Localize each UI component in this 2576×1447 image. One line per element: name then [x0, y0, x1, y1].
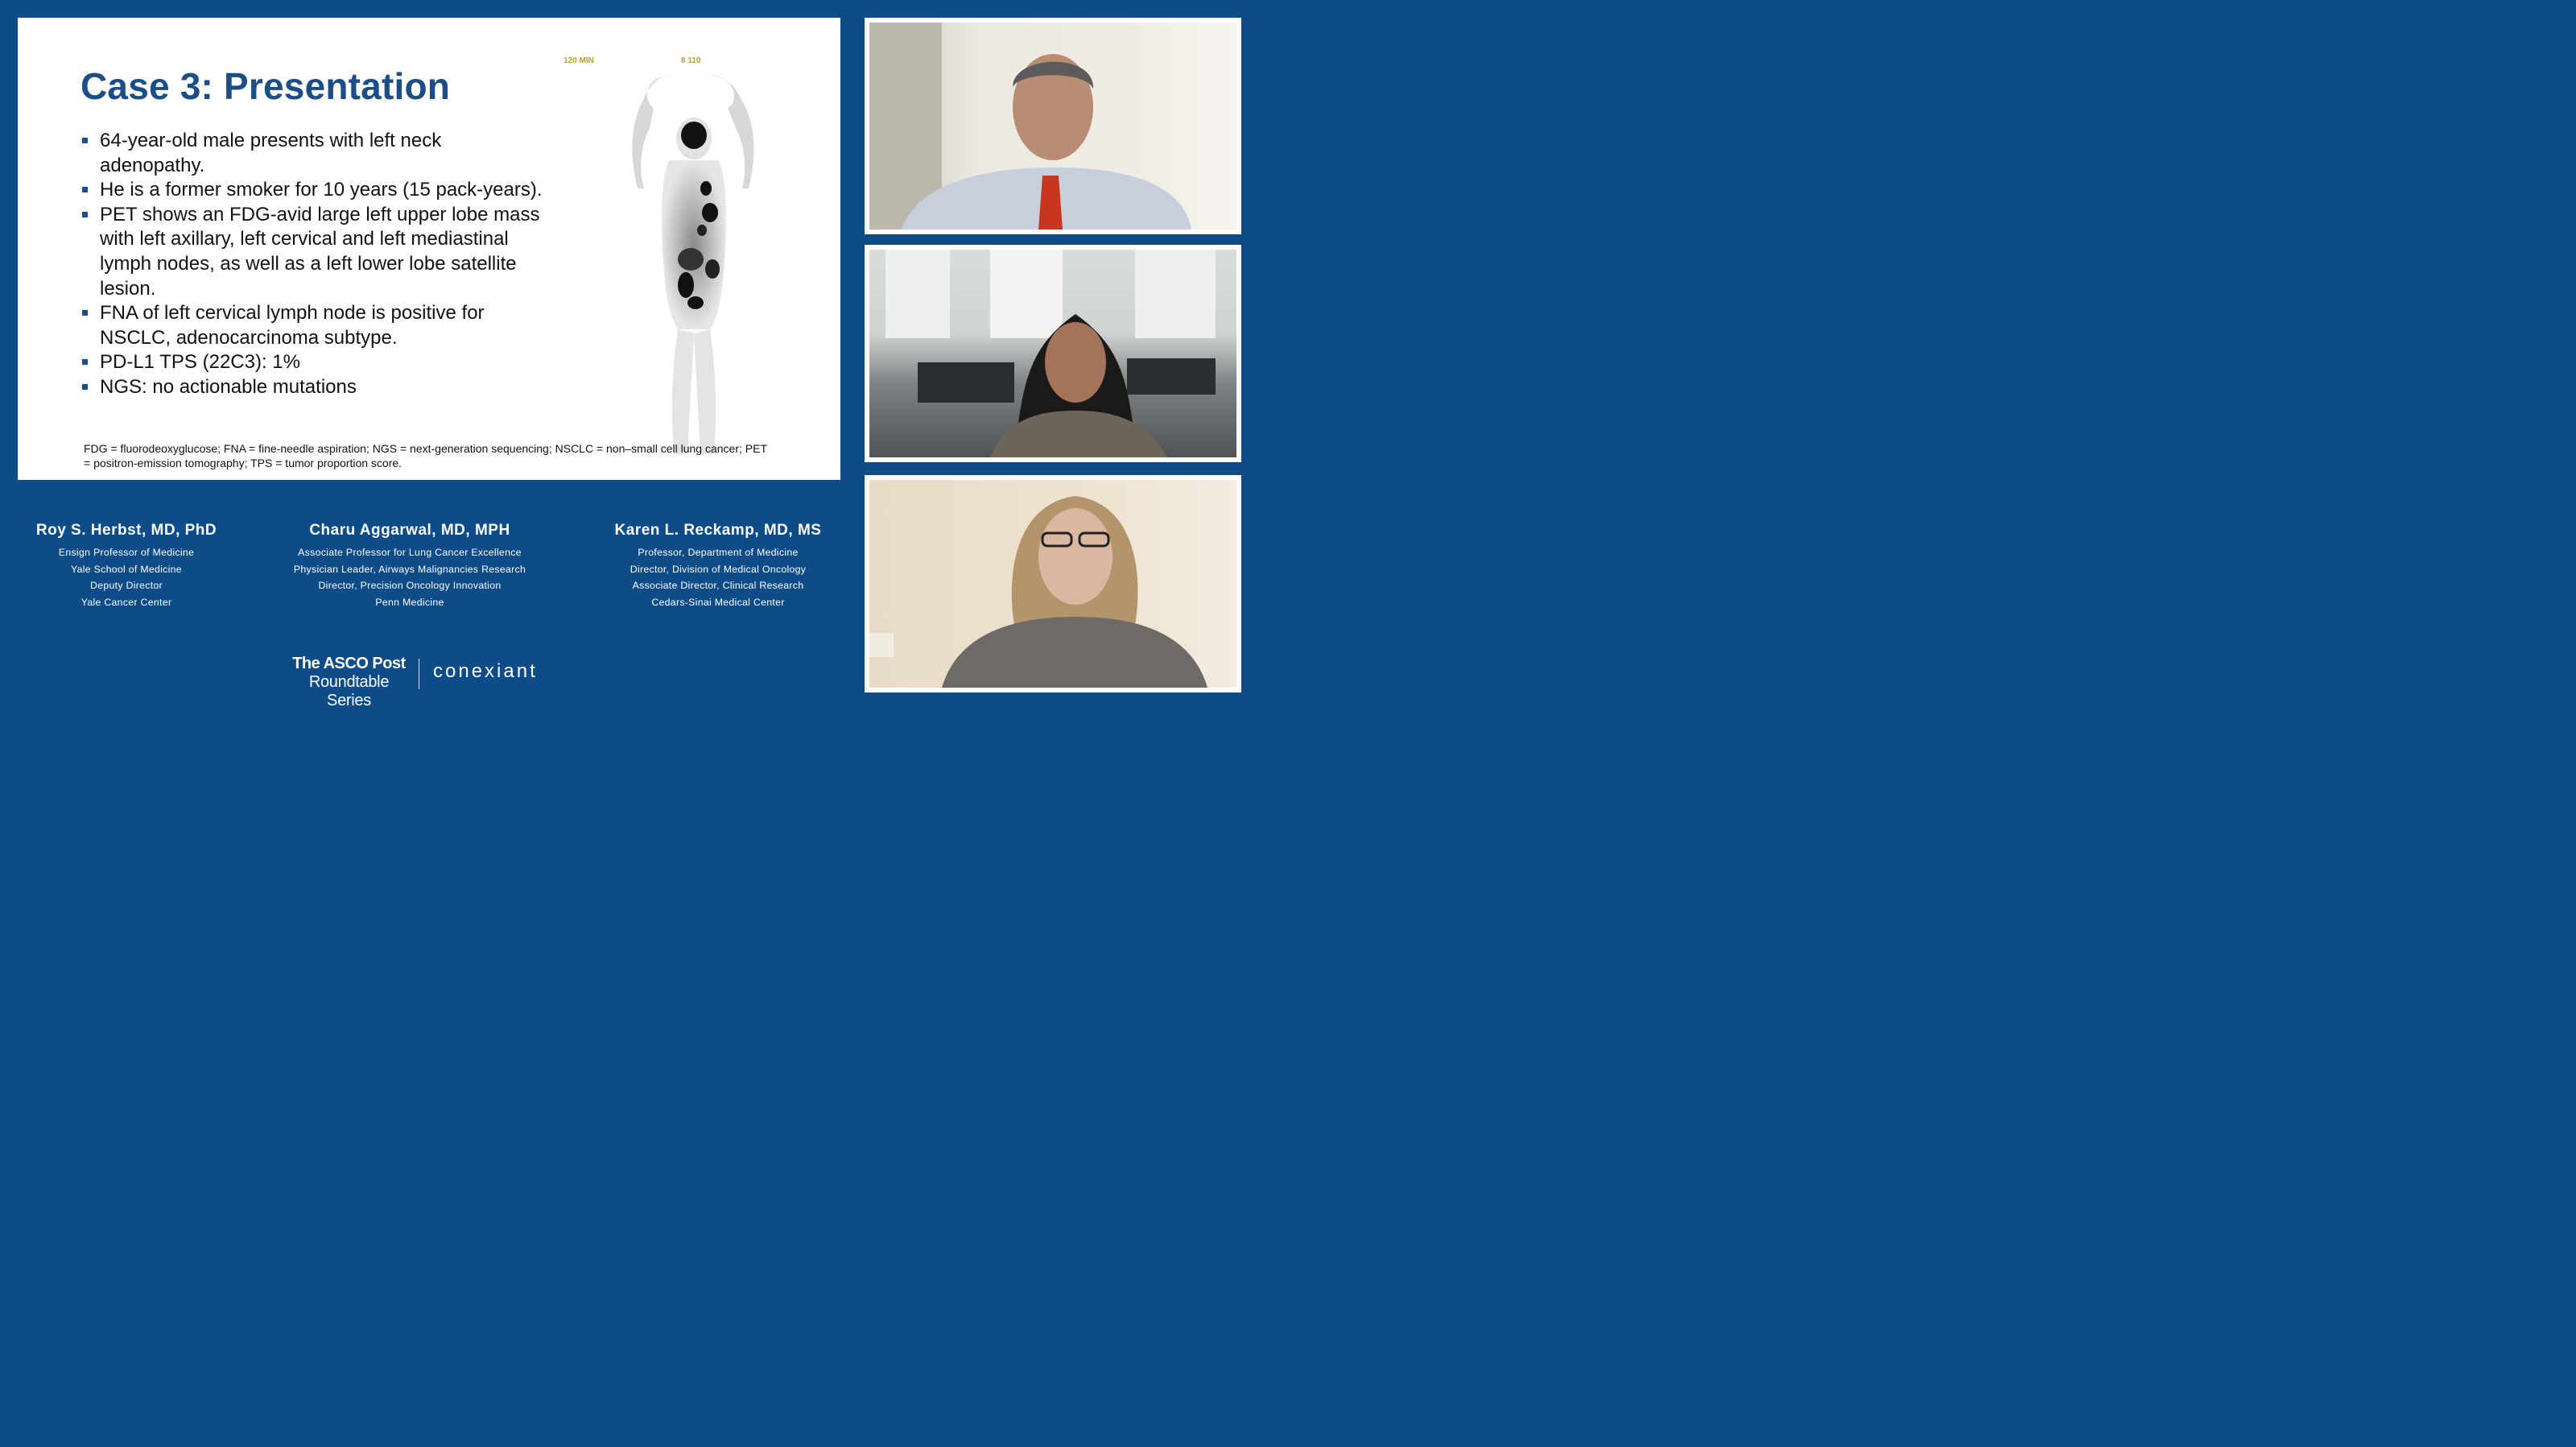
participant-silhouette	[869, 250, 1236, 457]
speaker-name: Charu Aggarwal, MD, MPH	[309, 522, 510, 539]
speaker-title-line: Professor, Department of Medicine	[638, 547, 799, 558]
bullet-list	[80, 129, 547, 400]
bullet-item: NGS: no actionable mutations	[80, 375, 547, 400]
conexiant-logo: conexiant	[433, 660, 538, 682]
speaker-caption-reckamp	[592, 522, 844, 610]
speaker-title-line: Cedars-Sinai Medical Center	[651, 596, 785, 608]
speaker-name: Karen L. Reckamp, MD, MS	[614, 522, 822, 539]
video-tile-aggarwal[interactable]	[865, 245, 1241, 462]
participant-silhouette	[869, 480, 1236, 688]
speaker-title-line: Associate Director, Clinical Research	[632, 580, 804, 591]
video-feed	[869, 23, 1236, 229]
speaker-title-line: Penn Medicine	[375, 596, 444, 608]
video-feed	[869, 250, 1236, 457]
speaker-title-line: Yale School of Medicine	[71, 563, 182, 575]
speaker-title-line: Associate Professor for Lung Cancer Excellence	[298, 547, 522, 558]
roundtable-series-label: Roundtable Series	[308, 673, 390, 709]
speaker-name: Roy S. Herbst, MD, PhD	[35, 522, 217, 539]
bullet-item: He is a former smoker for 10 years (15 pack-years).	[80, 178, 547, 203]
video-feed	[869, 480, 1236, 688]
asco-post-logo: The ASCO Post	[292, 655, 406, 672]
presentation-slide	[18, 18, 840, 480]
video-tile-reckamp[interactable]	[865, 475, 1241, 692]
pet-label-frame: 8 110	[681, 56, 701, 65]
speaker-title-line: Director, Precision Oncology Innovation	[318, 580, 502, 591]
speaker-title-line: Director, Division of Medical Oncology	[630, 563, 807, 575]
bullet-item: PET shows an FDG-avid large left upper lobe mass with left axillary, left cervical and left mediastinal lymph nodes, as well as a left lower lobe satellite lesion.	[80, 203, 547, 301]
bullet-item: 64-year-old male presents with left neck adenopathy.	[80, 129, 547, 178]
video-tile-herbst[interactable]	[865, 18, 1241, 234]
speaker-caption-herbst	[8, 522, 245, 610]
pet-label-time: 120 MIN	[564, 56, 594, 65]
slide-footnote: FDG = fluorodeoxyglucose; FNA = fine-needle aspiration; NGS = next-generation sequencing; NSCLC = non–small cell lung cancer; PET = positron-emission tomography; TPS = tumor proportion score.	[84, 442, 767, 469]
slide-title: Case 3: Presentation	[80, 65, 451, 107]
speaker-title-line: Ensign Professor of Medicine	[58, 547, 195, 558]
branding-footer	[283, 654, 557, 709]
pet-body-silhouette	[549, 52, 791, 462]
pet-scan-image	[549, 52, 791, 462]
speaker-caption-aggarwal	[274, 522, 546, 610]
speaker-title-line: Deputy Director	[90, 580, 163, 591]
bullet-item: FNA of left cervical lymph node is positive for NSCLC, adenocarcinoma subtype.	[80, 301, 547, 350]
speaker-title-line: Yale Cancer Center	[80, 596, 172, 608]
speaker-title-line: Physician Leader, Airways Malignancies Research	[293, 563, 526, 575]
bullet-item: PD-L1 TPS (22C3): 1%	[80, 350, 547, 375]
participant-silhouette	[869, 23, 1236, 229]
